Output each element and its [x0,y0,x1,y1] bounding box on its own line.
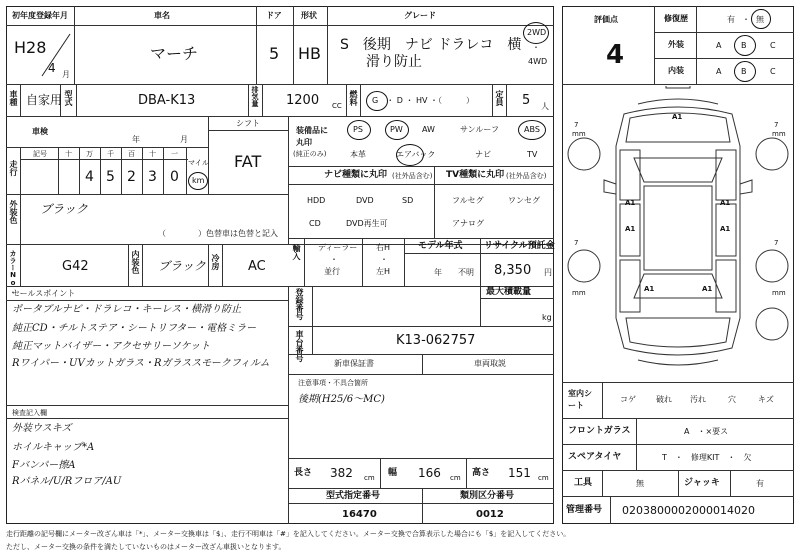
shape-label: 形状 [301,11,317,20]
recycle-label: リサイクル預託金 [484,241,555,251]
new-car-warranty: 新車保証書 [334,359,374,368]
fuel-options: G ・ D ・ HV ・（ ） [372,96,475,105]
inspector-label: 検査記入欄 [12,409,47,417]
import-parallel: 並行 [324,267,340,276]
car-damage-diagram [562,86,794,376]
mileage-unit-3: 百 [128,150,135,158]
exterior-grade-c: C [770,41,776,50]
navi-sd: SD [402,196,414,205]
class-number-label: 類別区分番号 [460,491,515,501]
mark-front: A1 [672,113,683,121]
model-year-label: モデル年式 [418,241,463,251]
max-load-unit: kg [542,313,552,322]
mileage-unit-0: 十 [65,150,72,158]
width-label: 幅 [388,468,398,478]
footer-line-2: ただし、メーター交換の条件を満たしていないものはメーター改ざん車扱いとなります。 [6,543,286,551]
exterior-grade-a: A [716,41,722,50]
reg-era: H28 [14,38,47,57]
equipment-label2: 丸印 [296,138,312,147]
equipment-label3: (純正のみ) [293,150,327,158]
height-label: 高さ [472,468,491,478]
mileage-unit-mile: マイル [188,159,209,167]
mileage-sign-label: 記号 [33,150,47,158]
steering-dot: ・ [380,255,388,264]
navi-note: (社外品含む) [392,172,433,180]
exterior-grade-b: B [741,41,747,50]
bracket-mid-right: 7 [774,239,779,247]
repair-opt1: 有 [727,15,735,24]
control-no-label: 管理番号 [566,505,603,515]
length-value: 382 [330,466,353,480]
reg-no-label: 登録番号 [295,288,304,320]
seat-scratch: キズ [758,395,774,404]
mileage-unit-5: 一 [171,150,178,158]
max-load-label: 最大積載量 [486,287,532,297]
mark-right-rear: A1 [720,225,731,233]
equip-navi: ナビ [475,150,491,159]
repair-sep: ・ [742,15,750,24]
reg-month: 4 [48,61,56,75]
bracket-mid-right-mm: mm [772,289,786,297]
tv-title: TV種類に丸印 [446,170,505,180]
interior-color-value: ブラック [158,259,206,273]
grade-line2: 滑り防止 [366,54,422,70]
bracket-top-left-mm: mm [572,130,586,138]
equip-sunroof: サンルーフ [460,125,499,134]
displacement-value: 1200 [286,93,320,108]
first-reg-label: 初年度登録年月 [12,11,68,20]
mileage-unit-4: 十 [149,150,156,158]
doors-label: ドア [266,11,282,20]
footer-line-1: 走行距離の記号欄にメーター改ざん車は「*」、メーター交換車は「$」、走行不明車は「#」を記入してください。メーター交換で合算表示した場合にも「$」を記入してください。 [6,530,571,538]
inspector-line-3: Fバンパー擦A [12,460,76,471]
equip-pw: PW [390,125,403,134]
width-unit: cm [450,474,461,482]
spare-tire-options: T ・ 修理KIT ・ 欠 [662,453,752,462]
type-designation-label: 型式指定番号 [326,491,381,501]
capacity-label: 定員 [495,90,504,106]
notes-line-1: 後期(H25/6〜MC) [298,394,385,405]
rating-label: 評価点 [594,15,618,24]
repair-opt2: 無 [756,15,764,24]
jack-label: ジャッキ [684,478,720,488]
sales-point-2: 純正CD・チルトステア・シートリフター・電格ミラー [12,323,257,334]
length-unit: cm [364,474,375,482]
doors-value: 5 [269,44,280,63]
exterior-grade-label: 外装 [668,40,684,49]
ac-value: AC [248,259,266,274]
mark-left-front: A1 [625,199,636,207]
inspection-month: 月 [180,135,188,144]
seat-stain: 汚れ [690,395,706,404]
inspection-year: 年 [132,135,140,144]
control-no-value: 0203800002000014020 [622,504,755,517]
steering-right: 右H [376,243,391,252]
mileage-digit-1: 4 [85,169,94,185]
inspector-line-1: 外装ウスキズ [12,423,72,434]
navi-hdd: HDD [307,196,326,205]
displacement-label: 排気量 [251,86,259,107]
windshield-options: A ・×要ス [684,427,729,436]
equip-tv: TV [527,150,538,159]
equip-leather: 本革 [350,150,366,159]
mark-rear-left: A1 [644,285,655,293]
chassis-value: K13-062757 [396,333,476,348]
width-value: 166 [418,466,441,480]
interior-grade-c: C [770,67,776,76]
interior-grade-a: A [716,67,722,76]
tv-analog: アナログ [452,219,484,228]
inspector-line-2: ホイルキャップ*A [12,442,95,453]
color-no-value: G42 [62,259,89,274]
drive-2wd: 2WD [527,28,547,37]
equip-ps: PS [353,125,363,134]
mileage-unit-2: 千 [107,150,114,158]
windshield-label: フロントガラス [568,426,631,436]
shape-value: HB [298,44,322,63]
seat-hole: 穴 [728,395,736,404]
shift-value: FAT [234,152,262,171]
tools-value: 無 [636,479,644,488]
import-dealer: ディーラー [318,243,358,252]
grade-label: グレード [404,11,436,20]
tv-oneseg: ワンセグ [508,196,540,205]
car-name: マーチ [150,44,199,63]
mileage-unit-1: 万 [86,150,93,158]
color-no-label: カラーNo. [9,250,17,295]
bracket-top-right: 7 [774,121,779,129]
car-name-label: 車名 [154,11,170,20]
drive-4wd: 4WD [528,57,548,66]
interior-grade-label: 内装 [668,66,684,75]
sales-points-label: セールスポイント [12,289,76,298]
equip-airbag: エアバック [396,150,436,159]
class-number-value: 0012 [476,509,504,520]
grade-line1: S 後期 ナビ ドラレコ 横 [340,37,522,53]
tv-note: (社外品含む) [506,172,547,180]
model-year-unknown: 不明 [458,268,474,277]
navi-title: ナビ種類に丸印 [324,170,388,180]
bracket-mid-left-mm: mm [572,289,586,297]
model-year-year: 年 [434,268,442,277]
mileage-unit-km: km [192,176,205,185]
fuel-label: 燃料 [349,90,358,106]
mileage-digit-5: 0 [170,169,179,185]
sales-point-1: ポータブルナビ・ドラレコ・キーレス・横滑り防止 [12,304,242,315]
equip-abs: ABS [524,125,540,134]
ac-label: 冷房 [211,254,220,270]
model-label: 型式 [64,90,73,106]
mark-right-front: A1 [720,199,731,207]
bracket-top-left: 7 [574,121,579,129]
reg-month-unit: 月 [62,70,70,79]
recycle-value: 8,350 [494,263,532,278]
model-value: DBA-K13 [138,93,196,108]
inspection-label: 車検 [32,127,48,136]
navi-dvd: DVD [356,196,374,205]
height-unit: cm [538,474,549,482]
mileage-digit-2: 5 [106,169,115,185]
tools-label: 工具 [574,478,593,488]
vehicle-use-value: 自家用 [26,93,63,107]
mileage-digit-4: 3 [148,169,157,185]
type-designation-value: 16470 [342,509,377,520]
spare-tire-label: スペアタイヤ [568,452,622,462]
exterior-color-label: 外装色 [9,200,18,224]
interior-grade-b: B [741,67,747,76]
import-dot: ・ [330,255,338,264]
mark-left-rear: A1 [625,225,636,233]
equipment-label1: 装備品に [296,126,328,135]
mileage-label: 走行 [9,160,18,176]
vehicle-use-label: 車種 [9,90,18,106]
exterior-color-value: ブラック [40,202,88,216]
interior-sheet-label: 室内シート [568,389,592,410]
length-label: 長さ [294,468,313,478]
bracket-mid-left: 7 [574,239,579,247]
mileage-digit-3: 2 [127,169,136,185]
inspector-line-4: Rパネル/U/Rフロア/AU [12,476,122,487]
seat-tear: 破れ [656,395,672,404]
sales-point-4: Rワイパー・UVカットガラス・Rガラススモークフィルム [12,358,270,369]
recycle-unit: 円 [544,268,552,277]
interior-color-label: 内装色 [131,250,140,274]
seat-burn: コゲ [620,395,636,404]
steering-left: 左H [376,267,391,276]
mark-rear-right: A1 [702,285,713,293]
capacity-value: 5 [522,93,531,108]
drive-sep: ・ [532,43,540,52]
rating-value: 4 [606,40,625,70]
height-value: 151 [508,466,531,480]
navi-cd: CD [309,219,321,228]
jack-value: 有 [756,479,764,488]
repair-label: 修復歴 [664,14,688,23]
sales-point-3: 純正マットバイザー・アクセサリーソケット [12,341,211,352]
exterior-color-paren: （ ）色替車は色替と記入 [158,229,278,238]
shift-label: シフト [236,119,260,128]
equip-aw: AW [422,125,435,134]
import-label: 輸入 [292,244,301,260]
chassis-label: 車台番号 [295,330,304,362]
capacity-unit: 人 [541,102,549,111]
tv-fullseg: フルセグ [452,196,484,205]
navi-dvd-play: DVD再生可 [346,219,388,228]
vehicle-manual: 車両取説 [474,359,506,368]
displacement-unit: CC [332,102,342,110]
notes-label: 注意事項・不具合箇所 [298,379,368,387]
bracket-top-right-mm: mm [772,130,786,138]
